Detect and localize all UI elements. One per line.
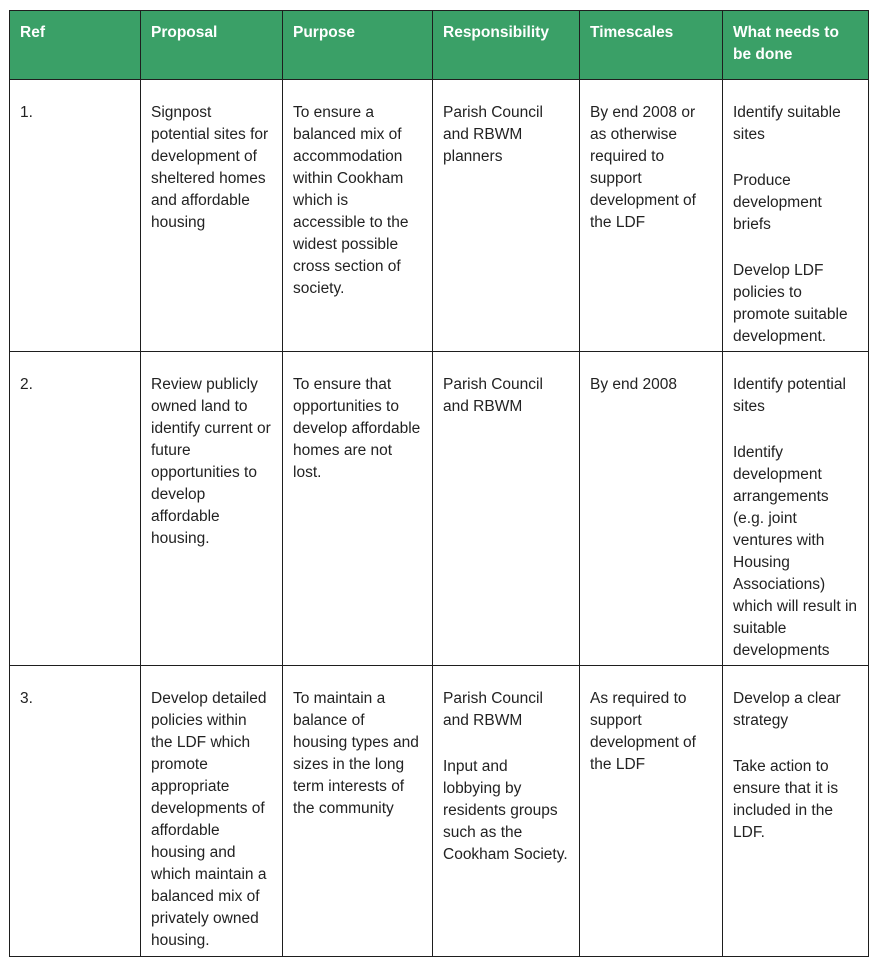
responsibility-text: Input and lobbying by residents groups such as the Cookham Society. (443, 758, 568, 863)
todo-item: Develop a clear strategy (733, 690, 841, 729)
todo-item: Take action to ensure that it is included in the LDF. (733, 758, 839, 841)
todo-item: Produce development briefs (733, 172, 822, 233)
cell-timescales: By end 2008 (580, 352, 723, 666)
cell-timescales: As required to support development of the LDF (580, 666, 723, 957)
header-ref: Ref (10, 11, 141, 80)
cell-purpose: To ensure that opportunities to develop affordable homes are not lost. (283, 352, 433, 666)
table-row (10, 666, 869, 957)
cell-ref: 1. (10, 80, 141, 352)
table-row (10, 80, 869, 352)
action-plan-table (9, 10, 869, 957)
cell-what-needs-to-be-done (723, 80, 869, 352)
header-purpose: Purpose (283, 11, 433, 80)
table-row (10, 352, 869, 666)
cell-ref: 3. (10, 666, 141, 957)
cell-responsibility (433, 666, 580, 957)
cell-timescales: By end 2008 or as otherwise required to support development of the LDF (580, 80, 723, 352)
cell-what-needs-to-be-done (723, 352, 869, 666)
cell-proposal: Signpost potential sites for development of sheltered homes and affordable housing (141, 80, 283, 352)
todo-item: Identify suitable sites (733, 104, 841, 143)
todo-item: Identify development arrangements (e.g. joint ventures with Housing Associations) which will result in suitable developments (733, 444, 858, 659)
header-timescales: Timescales (580, 11, 723, 80)
table-header-row (10, 11, 869, 80)
header-proposal: Proposal (141, 11, 283, 80)
cell-proposal: Develop detailed policies within the LDF which promote appropriate developments of affordable housing and which maintain a balanced mix of privately owned housing. (141, 666, 283, 957)
cell-responsibility (433, 80, 580, 352)
cell-what-needs-to-be-done (723, 666, 869, 957)
cell-ref: 2. (10, 352, 141, 666)
cell-purpose: To ensure a balanced mix of accommodation within Cookham which is accessible to the widest possible cross section of society. (283, 80, 433, 352)
cell-proposal: Review publicly owned land to identify current or future opportunities to develop affordable housing. (141, 352, 283, 666)
responsibility-text: Parish Council and RBWM (443, 376, 543, 415)
cell-purpose: To maintain a balance of housing types and sizes in the long term interests of the community (283, 666, 433, 957)
todo-item: Identify potential sites (733, 376, 846, 415)
responsibility-text: Parish Council and RBWM (443, 690, 543, 729)
responsibility-text: Parish Council and RBWM planners (443, 104, 543, 165)
header-what-needs-to-be-done: What needs to be done (723, 11, 869, 80)
header-responsibility: Responsibility (433, 11, 580, 80)
todo-item: Develop LDF policies to promote suitable development. (733, 262, 848, 345)
cell-responsibility (433, 352, 580, 666)
